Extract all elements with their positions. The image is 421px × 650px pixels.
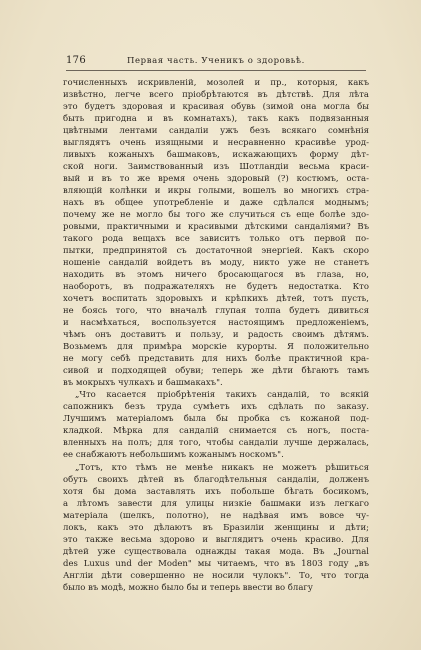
text-line: такого рода вещахъ все зависитъ только отъ первой по- bbox=[63, 234, 369, 245]
text-line: а лѣтомъ завести для улицы низкіе башмаки изъ легкаго bbox=[63, 498, 369, 509]
text-line: и насмѣхаться, воспользуется настоящимъ предложеніемъ, bbox=[63, 318, 369, 329]
text-line: чѣмъ онъ доставитъ и пользу, и радость своимъ дѣтямъ. bbox=[63, 330, 369, 341]
text-line: сапожникъ безъ труда сумѣетъ ихъ сдѣлать по заказу. bbox=[63, 402, 369, 413]
text-line: выглядятъ очень изящными и несравненно красивѣе урод- bbox=[63, 138, 369, 149]
text-line: ской ноги. Заимствованный изъ Шотландіи весьма краси- bbox=[63, 162, 369, 173]
text-line: хочетъ воспитать здоровыхъ и крѣпкихъ дѣтей, тотъ пусть, bbox=[63, 294, 369, 305]
text-line: это также весьма здорово и выглядитъ очень красиво. Для bbox=[63, 534, 369, 545]
paragraph bbox=[63, 389, 369, 461]
page-number: 176 bbox=[66, 55, 86, 66]
text-line: обуть своихъ дѣтей въ благодѣтельныя сандаліи, долженъ bbox=[63, 474, 369, 485]
text-line: это будетъ здоровая и красивая обувь (зимой она могла бы bbox=[63, 102, 369, 113]
text-line: Возьмемъ для примѣра морскіе курорты. Я положительно bbox=[63, 342, 369, 353]
text-line: было въ модѣ, можно было бы и теперь ввести во благу bbox=[63, 582, 313, 593]
text-line: Англіи дѣти совершенно не носили чулокъ". То, что тогда bbox=[63, 570, 369, 581]
text-line: ливыхъ кожаныхъ башмаковъ, искажающихъ форму дѣт- bbox=[63, 150, 369, 161]
text-line: „Что касается пріобрѣтенія такихъ сандалій, то всякій bbox=[75, 390, 369, 401]
text-line: кладкой. Мѣрка для сандалій снимается съ ногъ, поста- bbox=[63, 426, 369, 437]
text-line: почему же не могло бы того же случиться съ еще болѣе здо- bbox=[63, 210, 369, 221]
text-line: быть пригодна и въ комнатахъ), такъ какъ подвязанныя bbox=[63, 114, 369, 125]
text-line: находить въ этомъ ничего бросающагося въ глаза, но, bbox=[63, 270, 369, 281]
text-line: ровыми, практичными и красивыми дѣтскими сандаліями? Въ bbox=[63, 222, 369, 233]
text-line: наоборотъ, въ подражателяхъ не будетъ недостатка. Кто bbox=[63, 282, 369, 293]
text-line: гочисленныхъ искривленій, мозолей и пр., которыя, какъ bbox=[63, 78, 369, 88]
text-line: Лучшимъ матеріаломъ была бы пробка съ кожаной под- bbox=[63, 414, 369, 425]
text-line: извѣстно, легче всего пріобрѣтаются въ дѣтствѣ. Для лѣта bbox=[63, 90, 369, 101]
text-line: вый и въ то же время очень здоровый (?) костюмъ, оста- bbox=[63, 174, 369, 185]
text-line: сивой и подходящей обуви; теперь же дѣти бѣгаютъ тамъ bbox=[63, 366, 369, 377]
text-line: хотя бы дома заставлять ихъ побольше бѣгать босикомъ, bbox=[63, 486, 369, 497]
header-rule bbox=[66, 70, 366, 71]
text-line: не боясь того, что вначалѣ глупая толпа будетъ дивиться bbox=[63, 306, 369, 317]
text-line: вленныхъ на полъ; для того, чтобы сандаліи лучше держалась, bbox=[63, 438, 369, 449]
text-line: ее снабжаютъ небольшимъ кожанымъ носкомъ". bbox=[63, 450, 284, 461]
running-head: Первая часть. Ученикъ о здоровьѣ. bbox=[127, 56, 305, 66]
paragraph bbox=[63, 462, 369, 594]
text-line: „Тотъ, кто тѣмъ не менѣе никакъ не можетъ рѣшиться bbox=[75, 462, 369, 473]
text-line: не могу себѣ представить для нихъ болѣе практичной кра- bbox=[63, 354, 369, 365]
text-line: вляющій колѣнки и икры голыми, вошелъ во многихъ стра- bbox=[63, 186, 369, 197]
text-line: нахъ въ общее употребленіе и даже сдѣлался моднымъ; bbox=[63, 198, 369, 209]
paragraph bbox=[63, 77, 369, 389]
text-line: дѣтей уже существовала однажды такая мода. Въ „Journal bbox=[63, 546, 369, 557]
text-line: пытки, предпринятой съ достаточной энергіей. Какъ скоро bbox=[63, 246, 369, 257]
text-line: des Luxus und der Moden" мы читаемъ, что въ 1803 году „въ bbox=[63, 558, 369, 569]
text-line: въ мокрыхъ чулкахъ и башмакахъ". bbox=[63, 378, 223, 389]
text-line: локъ, какъ это дѣлаютъ въ Бразиліи женщины и дѣти; bbox=[63, 522, 369, 533]
text-line: матеріала (шелкъ, полотно), не надѣвая имъ вовсе чу- bbox=[63, 510, 369, 521]
body-text bbox=[63, 77, 369, 594]
text-line: ношеніе сандалій войдетъ въ моду, никто уже не станетъ bbox=[63, 258, 369, 269]
text-line: цвѣтными лентами сандаліи ужъ безъ всякаго сомнѣнія bbox=[63, 126, 369, 137]
page-header bbox=[66, 54, 366, 68]
